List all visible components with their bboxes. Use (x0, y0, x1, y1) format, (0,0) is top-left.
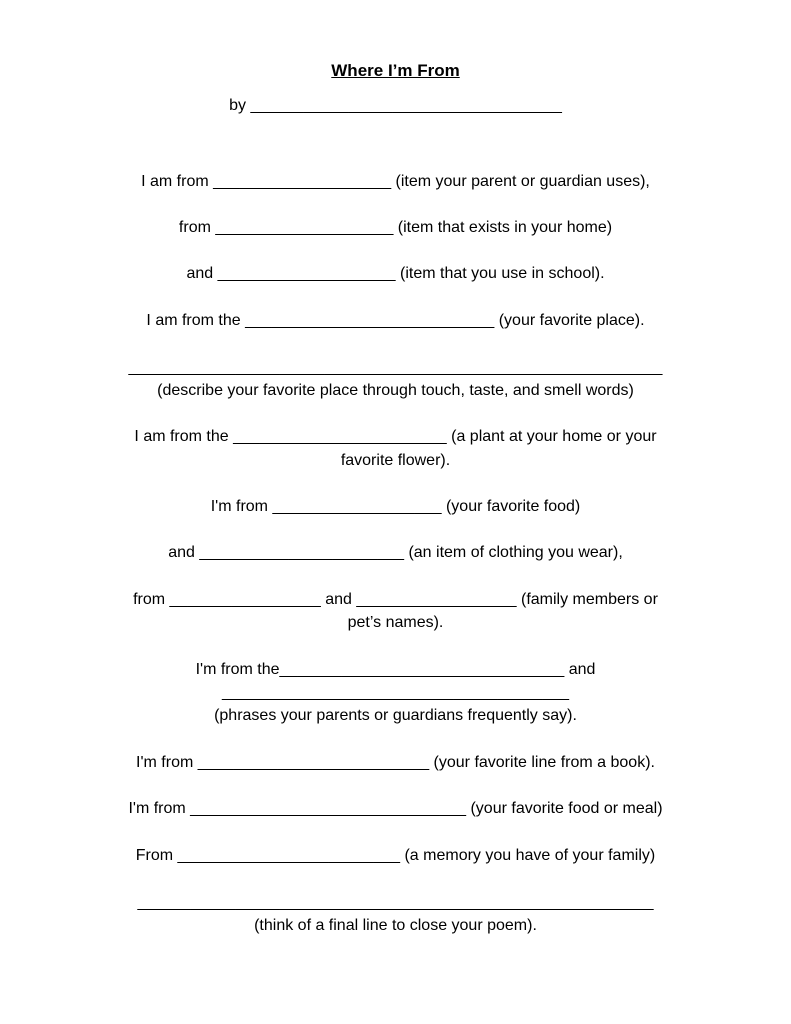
poem-line-6-continued: favorite flower). (340, 452, 451, 469)
poem-line-5-blank: ____________________________________________________________ (128, 359, 663, 376)
byline: by ___________________________________ (229, 97, 562, 114)
poem-line-9: from _________________ and __________________ (family members or (133, 591, 658, 608)
closing-line-blank: __________________________________________________________ (137, 894, 654, 911)
closing-line-instruction: (think of a final line to close your poem). (254, 917, 537, 934)
poem-line-12: I'm from _______________________________ (your favorite food or meal) (128, 800, 663, 817)
poem-line-10-blank: _______________________________________ (221, 684, 570, 701)
poem-line-2: from ____________________ (item that exists in your home) (178, 219, 613, 236)
poem-line-11: I'm from __________________________ (your favorite line from a book). (136, 754, 655, 771)
poem-line-13: From _________________________ (a memory you have of your family) (135, 847, 656, 864)
poem-line-1: I am from ____________________ (item your parent or guardian uses), (141, 173, 650, 190)
poem-line-8: and _______________________ (an item of clothing you wear), (168, 544, 623, 561)
poem-line-3: and ____________________ (item that you use in school). (186, 265, 605, 282)
poem-line-10-instruction: (phrases your parents or guardians frequently say). (214, 707, 577, 724)
poem-line-7: I'm from ___________________ (your favorite food) (210, 498, 581, 515)
poem-line-10: I'm from the________________________________ and (195, 661, 596, 678)
poem-line-5-instruction: (describe your favorite place through touch, taste, and smell words) (157, 382, 634, 399)
poem-line-6: I am from the ________________________ (a plant at your home or your (134, 428, 657, 445)
poem-line-9-continued: pet’s names). (347, 614, 444, 631)
poem-line-4: I am from the ____________________________ (your favorite place). (146, 312, 645, 329)
worksheet-title: Where I’m From (331, 61, 460, 80)
